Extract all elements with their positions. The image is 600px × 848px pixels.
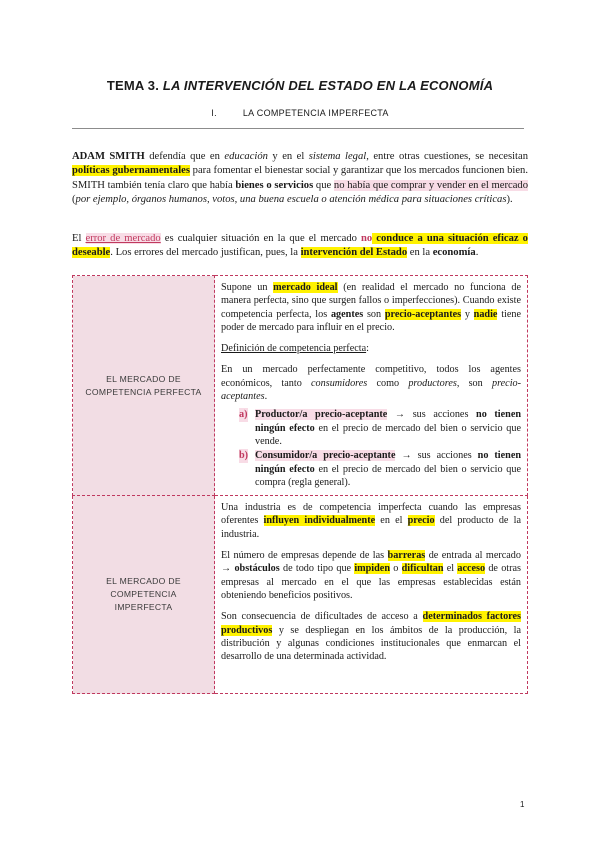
entry-barriers-paragraph: El número de empresas depende de las barreras de entrada al mercado → obstáculos de todo tipo que impiden o dificultan el acceso de otras empresas al mercado en el que las empresas establecidas están obteniendo beneficios positivos. — [221, 550, 522, 601]
row-label-perfect-competition: EL MERCADO DE COMPETENCIA PERFECTA — [73, 276, 215, 496]
page-title: TEMA 3. LA INTERVENCIÓN DEL ESTADO EN LA ECONOMÍA — [106, 78, 494, 93]
imperfect-definition-paragraph: Una industria es de competencia imperfecta cuando las empresas oferentes influyen individualmente en el precio del producto de la industria. — [221, 502, 521, 540]
section-heading — [72, 108, 528, 118]
section-divider — [72, 128, 524, 129]
page-number: 1 — [520, 800, 525, 809]
perfect-competition-content — [215, 276, 528, 496]
definition-heading: Definición de competencia perfecta: — [221, 343, 369, 355]
section-title: LA COMPETENCIA IMPERFECTA — [242, 108, 389, 118]
list-item: a) Productor/a precio-aceptante → sus acciones no tienen ningún efecto en el precio de mercado del bien o servicio que vende. — [239, 409, 522, 447]
market-types-table — [72, 275, 528, 694]
list-item: b) Consumidor/a precio-aceptante → sus acciones no tienen ningún efecto en el precio de mercado del bien o servicio que compra (regla general). — [239, 450, 522, 488]
row-label-imperfect-competition: EL MERCADO DE COMPETENCIA IMPERFECTA — [73, 496, 215, 694]
imperfect-competition-content — [215, 496, 528, 694]
definition-paragraph: En un mercado perfectamente competitivo, todos los agentes económicos, tanto consumidores como productores, son precio-aceptantes. — [221, 364, 522, 403]
table-row — [73, 276, 528, 496]
price-taker-list — [239, 408, 521, 489]
section-number: I. — [211, 108, 217, 118]
access-difficulties-paragraph: Son consecuencia de dificultades de acceso a determinados factores productivos y se despliegan en los ámbitos de la producción, la distribución y algunas condiciones institucionales que enmarcan el desarrollo de una determinada actividad. — [221, 611, 521, 663]
market-error-paragraph: El error de mercado es cualquier situación en la que el mercado no conduce a una situación eficaz o deseable. Los errores del mercado justifican, pues, la intervención del Estado en la economía. — [72, 233, 528, 259]
intro-paragraph: ADAM SMITH defendía que en educación y en el sistema legal, entre otras cuestiones, se necesitan políticas gubernamentales para fomentar el bienestar social y garantizar que los mercados funcionen bien. SMITH también tenía claro que había bienes o servicios que no había que comprar y vender en el mercado (por ejemplo, órganos humanos, votos, una buena escuela o atención médica para situaciones críticas). — [72, 151, 528, 206]
table-row — [73, 496, 528, 694]
ideal-market-paragraph: Supone un mercado ideal (en realidad el mercado no funciona de manera perfecta, sino que surgen fallos o imperfecciones). Cuando existe competencia perfecta, los agentes son precio-aceptantes y nadie tiene poder de mercado para influir en el precio. — [221, 282, 522, 333]
